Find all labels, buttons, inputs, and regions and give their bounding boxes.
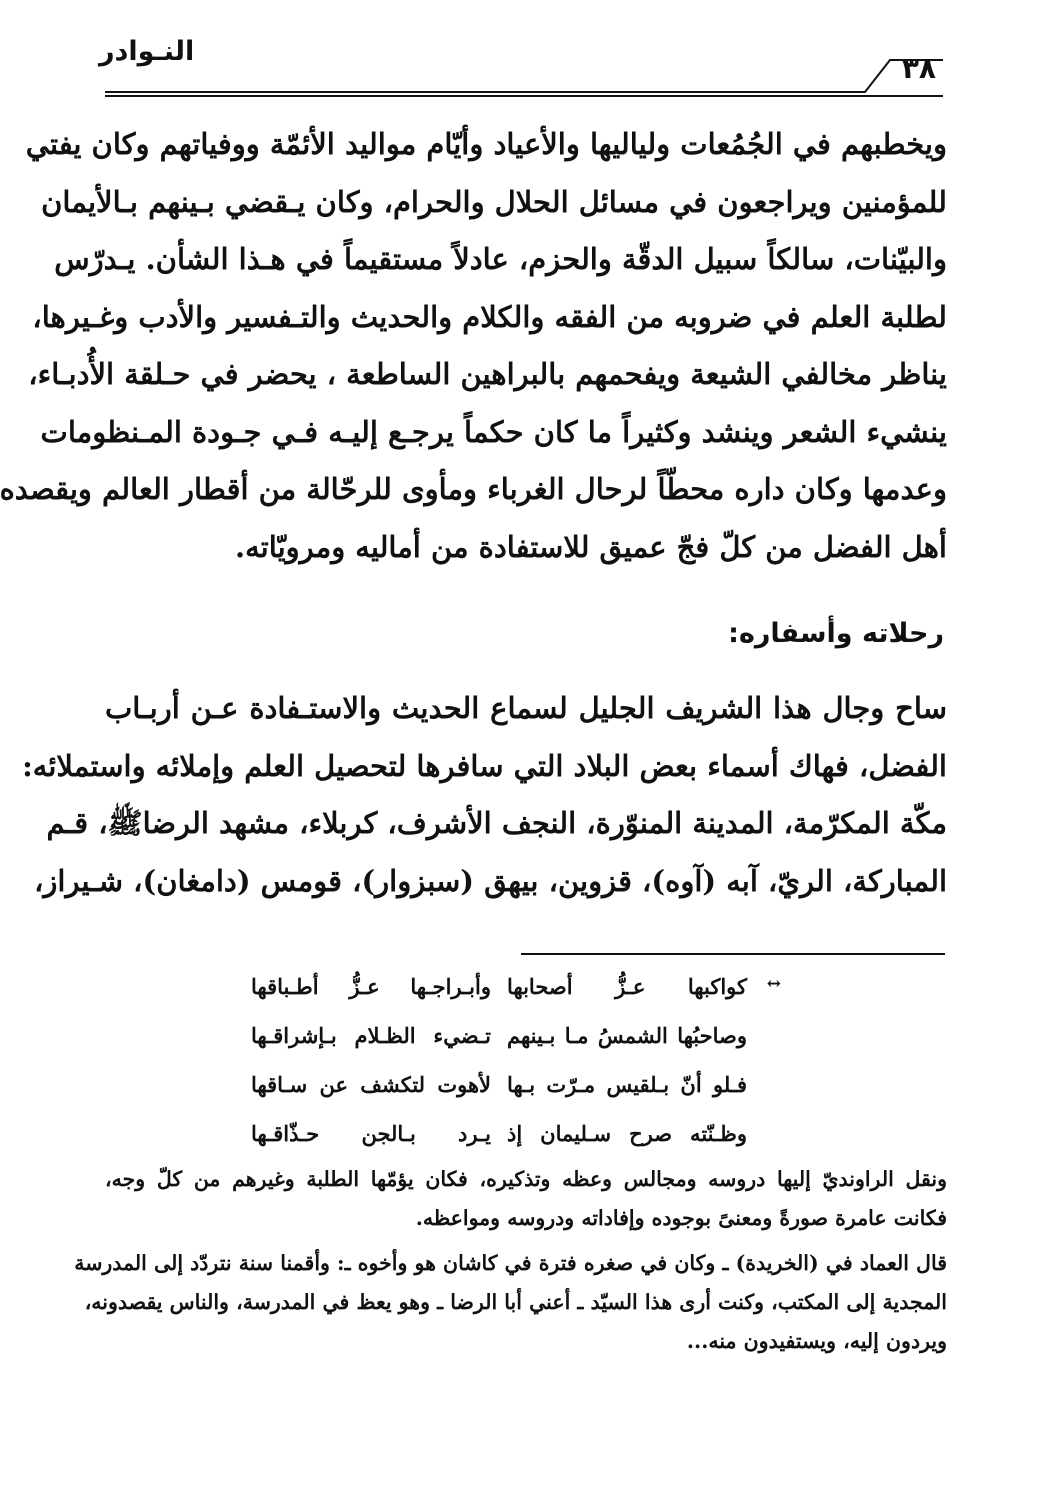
poem-hemistich-second: لأهوت لتكشف عن سـاقها xyxy=(251,1072,491,1097)
poem-hemistich-second: وأبـراجـها عـزُّ أطـباقها xyxy=(251,974,491,999)
text-line: للمؤمنين ويراجعون في مسائل الحلال والحرام، وكان يـقضي بـينهم بـالأيمان xyxy=(41,184,947,219)
text-line: الفضل، فهاك أسماء بعض البلاد التي سافرها لتحصيل العلم وإملائه واستملائه: xyxy=(22,748,947,783)
footnote-note-2 xyxy=(74,1244,947,1361)
footnote-note-1 xyxy=(105,1160,947,1238)
page-number: ٣٨ xyxy=(901,52,936,85)
text-line: ويردون إليه، ويستفيدون منه... xyxy=(686,1329,947,1353)
text-line: يناظر مخالفي الشيعة ويفحمهم بالبراهين الساطعة ، يحضر في حـلقة الأُدبـاء، xyxy=(28,357,947,391)
text-line: والبيّنات، سالكاً سبيل الدقّة والحزم، عادلاً مستقيماً في هـذا الشأن. يـدرّس xyxy=(54,242,947,276)
poem-verse xyxy=(251,1115,781,1164)
header-rule-top-line xyxy=(105,60,943,92)
footnote-separator xyxy=(521,953,945,955)
text-line: ويخطبهم في الجُمُعات ولياليها والأعياد وأيّام مواليد الأئمّة ووفياتهم وكان يفتي xyxy=(25,127,947,161)
text-line: المجدية إلى المكتب، وكنت أرى هذا السيّد ـ أعني أبا الرضا ـ وهو يعظ في المدرسة، والناس يقصدونه، xyxy=(84,1290,947,1314)
poem-verse xyxy=(251,1017,781,1066)
footnote-marker-icon: ↔ xyxy=(766,974,781,994)
text-line: أهل الفضل من كلّ فجّ عميق للاستفادة من أماليه ومرويّاته. xyxy=(235,529,947,564)
poem-hemistich-first: كواكبها عـزُّ أصحابها xyxy=(507,974,747,999)
text-line: ساح وجال هذا الشريف الجليل لسماع الحديث والاستـفادة عـن أربـاب xyxy=(105,691,947,725)
text-line: قال العماد في (الخريدة) ـ وكان في صغره فترة في كاشان هو وأخوه ـ: وأقمنا سنة نتردّد إلى المدرسة xyxy=(74,1251,947,1275)
poem-hemistich-first: فـلو أنّ بـلقيس مـرّت بـها xyxy=(507,1072,747,1097)
poem-verse xyxy=(251,968,781,1017)
text-line: ينشيء الشعر وينشد وكثيراً ما كان حكماً يرجـع إليـه فـي جـودة المـنظومات xyxy=(40,414,947,449)
poem-hemistich-second: تـضيء الظـلام بـإشراقـها xyxy=(251,1023,491,1048)
text-line: مكّة المكرّمة، المدينة المنوّرة، النجف الأشرف، كربلاء، مشهد الرضاﷺ، قـم xyxy=(46,806,947,840)
text-line: وعدمها وكان داره محطّاً لرحال الغرباء ومأوى للرحّالة من أقطار العالم ويقصده xyxy=(0,472,947,506)
footnote-poem xyxy=(251,968,781,1164)
poem-hemistich-first: وظـنّته صرح سـليمان إذ xyxy=(507,1121,747,1146)
text-line: المباركة، الريّ، آبه (آوه)، قزوين، بيهق (سبزوار)، قومس (دامغان)، شـيراز، xyxy=(34,863,947,898)
text-line: لطلبة العلم في ضروبه من الفقه والكلام والحديث والتـفسير والأدب وغـيرها، xyxy=(32,299,947,334)
poem-hemistich-first: وصاحبُها الشمسُ مـا بـينهم xyxy=(507,1023,747,1048)
body-paragraph-2 xyxy=(22,680,947,910)
section-heading: رحلاته وأسفاره: xyxy=(728,618,944,649)
text-line: فكانت عامرة صورةً ومعنىً بوجوده وإفاداته ودروسه ومواعظه. xyxy=(415,1206,947,1230)
poem-verse xyxy=(251,1066,781,1115)
text-line: ونقل الراونديّ إليها دروسه ومجالس وعظه وتذكيره، فكان يؤمّها الطلبة وغيرهم من كلّ وجه، xyxy=(105,1167,947,1191)
running-header-title: النـوادر xyxy=(99,36,195,67)
body-paragraph-1 xyxy=(0,116,947,576)
poem-hemistich-second: يـرد بـالجن حـذّاقـها xyxy=(251,1121,491,1146)
